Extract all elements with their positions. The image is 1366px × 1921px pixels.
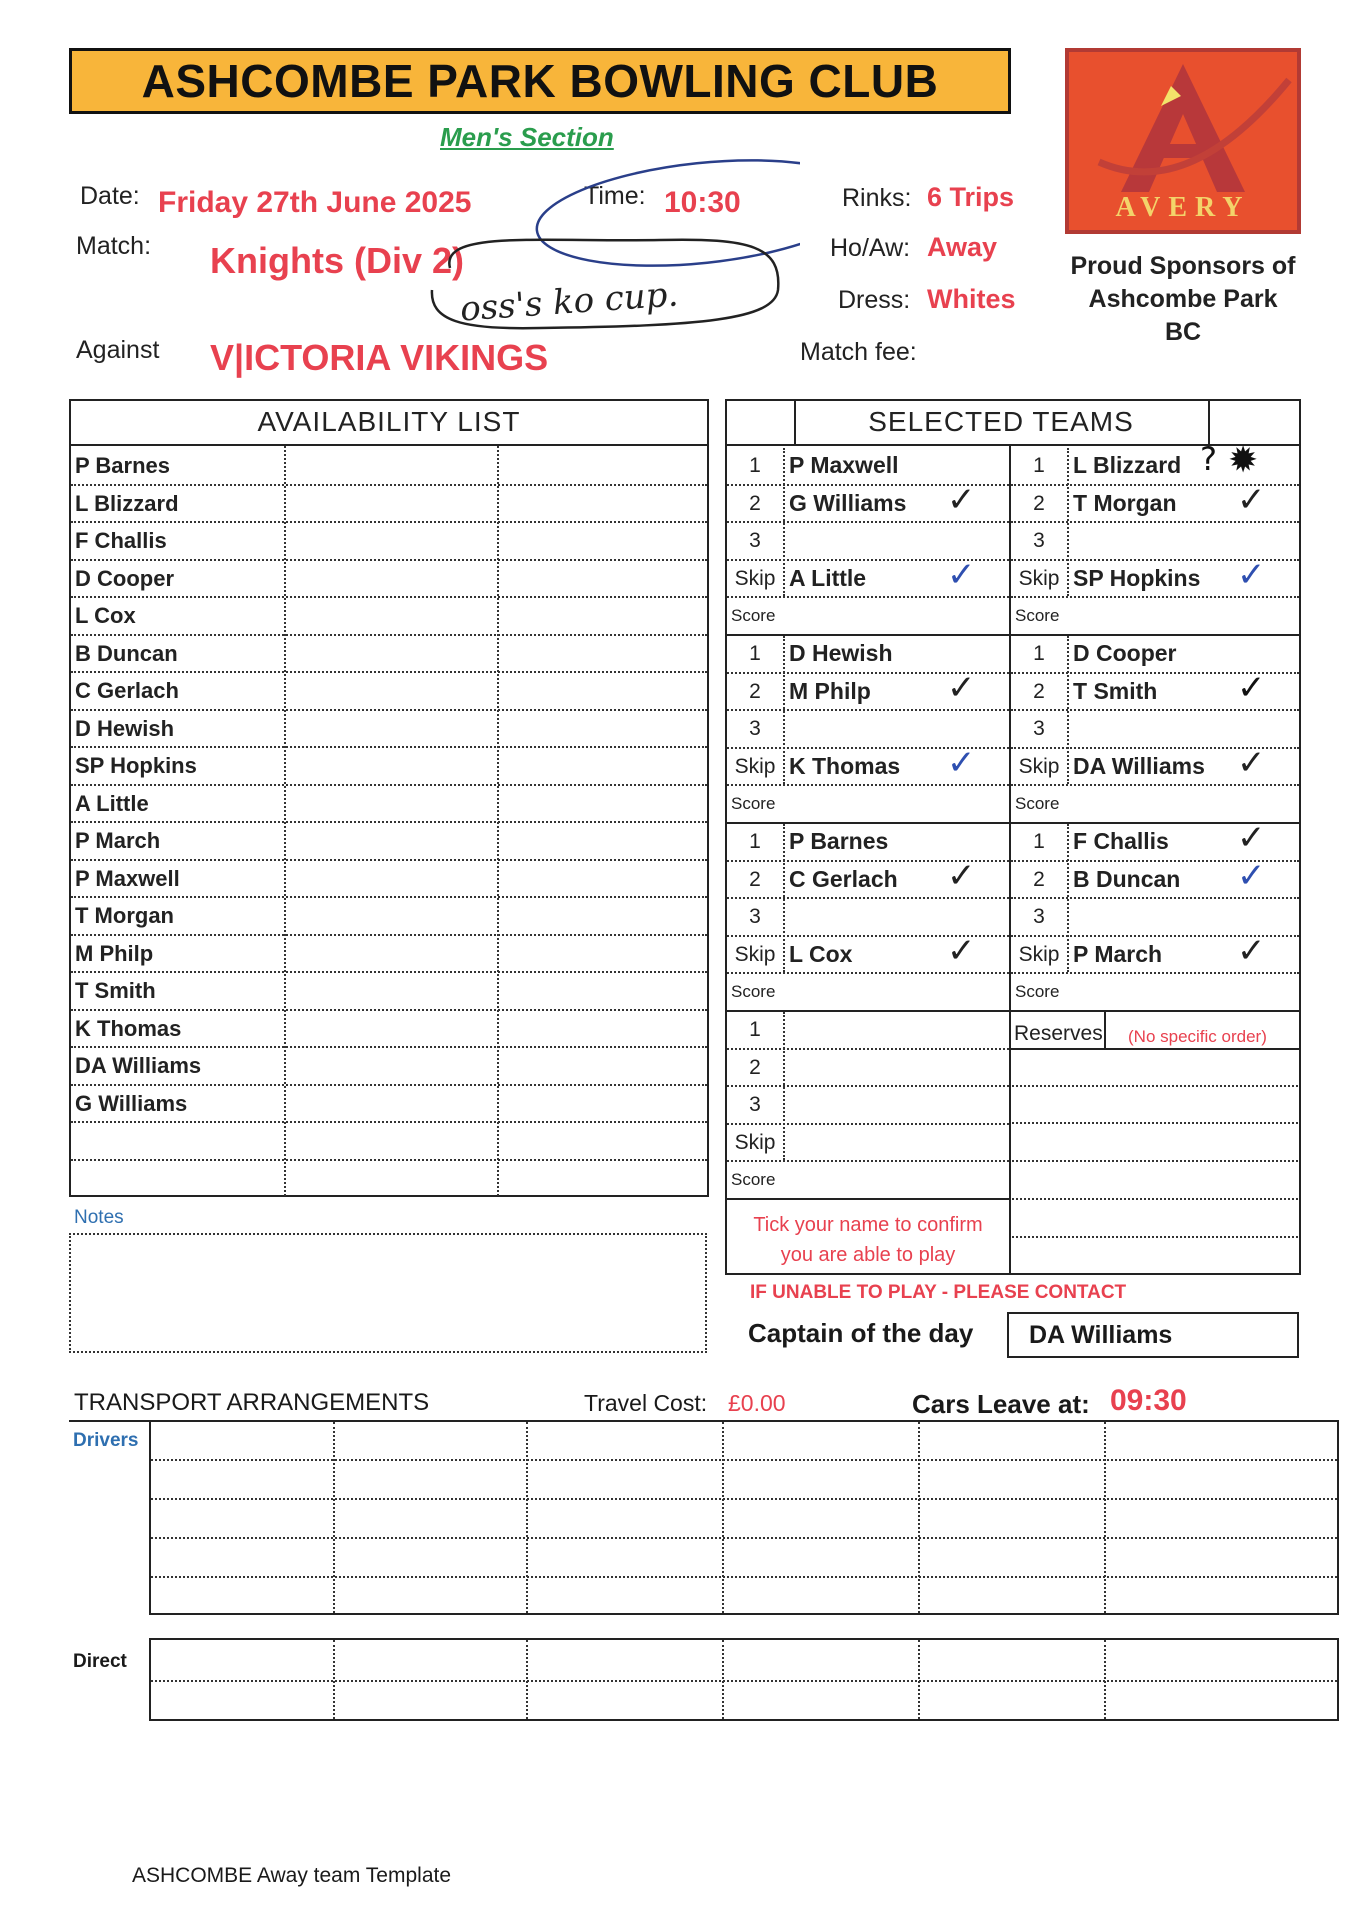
- right-rink-player[interactable]: T Morgan: [1073, 489, 1177, 516]
- score-label: Score: [1015, 606, 1060, 626]
- handwritten-tick-icon: ✓: [1237, 855, 1266, 896]
- availability-name: K Thomas: [75, 1015, 182, 1041]
- availability-name: G Williams: [75, 1090, 188, 1116]
- position-label: 3: [749, 1093, 761, 1117]
- sponsor-line: BC: [1164, 318, 1202, 346]
- reserves-note: (No specific order): [1128, 1027, 1267, 1046]
- section-subtitle: Men's Section: [440, 122, 614, 152]
- position-label: 1: [1033, 830, 1045, 853]
- score-label: Score: [731, 982, 776, 1002]
- drivers-table: [149, 1420, 1339, 1615]
- position-label: Skip: [1018, 566, 1060, 590]
- availability-heading: AVAILABILITY LIST: [257, 406, 521, 437]
- availability-name: T Smith: [75, 978, 156, 1003]
- against-label: Against: [76, 336, 160, 364]
- position-label: 1: [749, 642, 761, 665]
- time-circle-ink: [532, 150, 800, 280]
- availability-name: D Cooper: [75, 565, 174, 591]
- score-label: Score: [731, 606, 776, 626]
- position-label: 2: [749, 491, 761, 515]
- hoaw-label: Ho/Aw:: [830, 234, 911, 262]
- cars-leave-label: Cars Leave at:: [912, 1389, 1090, 1419]
- handwritten-tick-icon: ✓: [1237, 554, 1266, 595]
- date-value: Friday 27th June 2025: [158, 186, 472, 219]
- position-label: 3: [749, 905, 761, 929]
- position-label: Skip: [734, 566, 776, 590]
- travel-cost-value: £0.00: [728, 1390, 786, 1416]
- position-label: 2: [1033, 491, 1045, 515]
- score-label: Score: [1015, 794, 1060, 814]
- notes-label: Notes: [74, 1207, 124, 1228]
- availability-name: L Cox: [75, 603, 136, 628]
- position-label: 3: [1033, 905, 1045, 929]
- ink-scribble-icon: ✹: [1228, 440, 1259, 481]
- position-label: 3: [749, 529, 761, 553]
- handwritten-tick-icon: ✓: [1237, 667, 1266, 708]
- availability-name: M Philp: [75, 940, 154, 966]
- dress-label: Dress:: [838, 286, 911, 314]
- position-label: Skip: [1018, 942, 1060, 966]
- availability-name: DA Williams: [75, 1053, 202, 1078]
- left-rink-player[interactable]: A Little: [789, 564, 867, 591]
- travel-cost-label: Travel Cost:: [584, 1390, 708, 1416]
- position-label: Skip: [734, 754, 776, 778]
- handwritten-tick-icon: ✓: [947, 855, 976, 896]
- position-label: 3: [1033, 717, 1045, 741]
- availability-name: L Blizzard: [75, 490, 179, 516]
- match-value: Knights (Div 2): [210, 240, 465, 281]
- right-rink-player[interactable]: L Blizzard: [1073, 452, 1182, 478]
- position-label: 1: [1033, 454, 1045, 477]
- score-label: Score: [731, 794, 776, 814]
- availability-name: P Maxwell: [75, 865, 180, 891]
- handwritten-tick-icon: ✓: [947, 554, 976, 595]
- right-rink-player[interactable]: DA Williams: [1073, 752, 1205, 779]
- position-label: 1: [749, 1018, 761, 1041]
- drivers-label: Drivers: [73, 1430, 139, 1451]
- position-label: Skip: [734, 1130, 776, 1154]
- left-rink-player[interactable]: G Williams: [789, 489, 907, 516]
- right-rink-player[interactable]: T Smith: [1073, 677, 1158, 704]
- unable-to-play-notice: IF UNABLE TO PLAY - PLEASE CONTACT: [750, 1282, 1127, 1303]
- handwritten-tick-icon: ✓: [1237, 930, 1266, 971]
- availability-name: A Little: [75, 790, 149, 816]
- sponsor-line: Ashcombe Park: [1088, 285, 1278, 313]
- rinks-value: 6 Trips: [927, 182, 1015, 212]
- left-rink-player[interactable]: L Cox: [789, 940, 853, 967]
- score-label: Score: [731, 1170, 776, 1190]
- date-label: Date:: [80, 182, 140, 210]
- handwritten-tick-icon: ✓: [947, 930, 976, 971]
- sponsor-line: Proud Sponsors of: [1070, 252, 1296, 280]
- handwritten-tick-icon: ✓: [947, 479, 976, 520]
- cars-leave-value: 09:30: [1110, 1384, 1187, 1417]
- position-label: 3: [1033, 529, 1045, 553]
- right-rink-player[interactable]: B Duncan: [1073, 865, 1181, 892]
- club-title: ASHCOMBE PARK BOWLING CLUB: [69, 48, 1011, 114]
- position-label: 1: [749, 454, 761, 477]
- captain-label: Captain of the day: [748, 1318, 974, 1348]
- position-label: 2: [749, 679, 761, 703]
- rinks-label: Rinks:: [842, 184, 912, 212]
- tick-instruction: [730, 1210, 1006, 1270]
- right-rink-player[interactable]: SP Hopkins: [1073, 564, 1201, 591]
- left-rink-player[interactable]: P Barnes: [789, 828, 889, 854]
- availability-name: D Hewish: [75, 715, 175, 741]
- availability-name: T Morgan: [75, 903, 174, 928]
- position-label: 2: [749, 1055, 761, 1079]
- availability-name: C Gerlach: [75, 678, 179, 703]
- time-label: Time:: [584, 182, 646, 210]
- position-label: 1: [1033, 642, 1045, 665]
- logo-text: AVERY: [1115, 192, 1251, 223]
- against-value: V|ICTORIA VIKINGS: [210, 337, 549, 378]
- position-label: 3: [749, 717, 761, 741]
- question-mark-annotation: ?: [1200, 440, 1217, 478]
- handwritten-tick-icon: ✓: [1237, 818, 1266, 858]
- availability-name: SP Hopkins: [75, 753, 197, 778]
- position-label: 2: [749, 867, 761, 891]
- captain-value: DA Williams: [1007, 1312, 1299, 1358]
- position-label: Skip: [1018, 754, 1060, 778]
- notes-box[interactable]: [69, 1233, 707, 1353]
- right-rink-player[interactable]: D Cooper: [1073, 640, 1177, 666]
- handwritten-note: oss's ko cup.: [458, 274, 680, 330]
- left-rink-player[interactable]: P Maxwell: [789, 452, 899, 478]
- position-label: Skip: [734, 942, 776, 966]
- handwritten-tick-icon: ✓: [947, 667, 976, 708]
- tick-line-1: Tick your name to confirm: [753, 1214, 983, 1236]
- position-label: 2: [1033, 867, 1045, 891]
- selected-teams-heading: SELECTED TEAMS: [868, 406, 1134, 437]
- footer-text: ASHCOMBE Away team Template: [132, 1864, 452, 1887]
- left-rink-player[interactable]: D Hewish: [789, 640, 893, 666]
- match-label: Match:: [76, 232, 152, 260]
- left-rink-player[interactable]: M Philp: [789, 677, 871, 704]
- handwritten-tick-icon: ✓: [947, 742, 976, 783]
- availability-name: P March: [75, 828, 161, 853]
- availability-name: F Challis: [75, 528, 167, 553]
- right-rink-player[interactable]: F Challis: [1073, 828, 1169, 854]
- transport-heading: TRANSPORT ARRANGEMENTS: [74, 1389, 430, 1416]
- right-rink-player[interactable]: P March: [1073, 940, 1163, 967]
- left-rink-player[interactable]: C Gerlach: [789, 865, 898, 892]
- handwritten-tick-icon: ✓: [1237, 742, 1266, 783]
- availability-name: B Duncan: [75, 640, 178, 666]
- reserves-label: Reserves: [1014, 1022, 1103, 1045]
- direct-label: Direct: [73, 1651, 127, 1672]
- match-fee-label: Match fee:: [800, 338, 917, 366]
- left-rink-player[interactable]: K Thomas: [789, 752, 901, 779]
- handwritten-tick-icon: ✓: [1237, 479, 1266, 520]
- sponsor-text: [1060, 250, 1306, 349]
- score-label: Score: [1015, 982, 1060, 1002]
- position-label: 1: [749, 830, 761, 853]
- tick-line-2: you are able to play: [780, 1244, 956, 1266]
- position-label: 2: [1033, 679, 1045, 703]
- avery-logo: [1065, 48, 1301, 234]
- hoaw-value: Away: [927, 232, 998, 262]
- availability-name: P Barnes: [75, 453, 170, 478]
- time-value: 10:30: [664, 186, 741, 219]
- dress-value: Whites: [927, 284, 1016, 314]
